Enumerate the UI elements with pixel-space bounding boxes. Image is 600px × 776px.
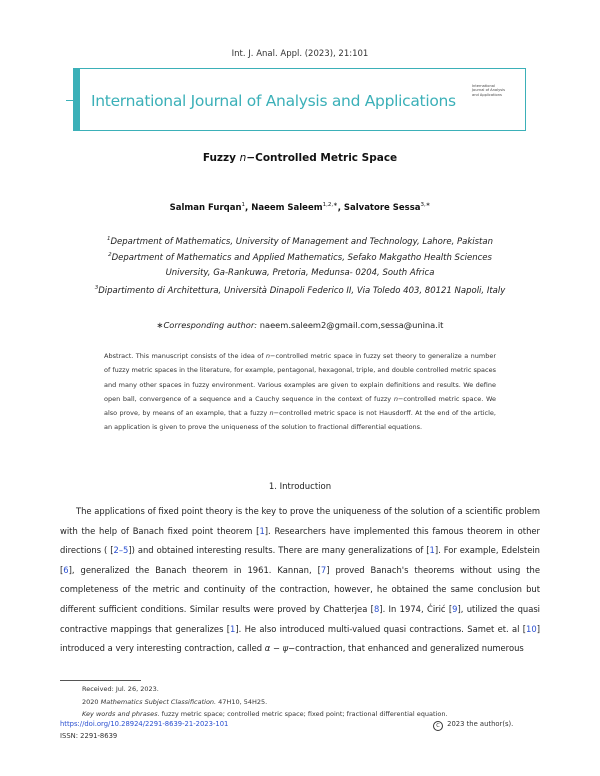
journal-logo-line: Journal of Analysis — [472, 88, 505, 93]
author-list: Salman Furqan$^1$, Naeem Saleem$^{1,2,∗}$, Salvatore Sessa$^{3,∗}$ — [169, 202, 431, 213]
citation-link[interactable]: 2–5 — [113, 545, 129, 556]
banner-tick — [66, 100, 74, 101]
affiliation-2-cont: University, Ga-Rankuwa, Pretoria, Medunsa- 0204, South Africa — [165, 268, 435, 278]
issn: ISSN: 2291-8639 — [60, 732, 118, 740]
author-name: , Naeem Saleem — [245, 202, 323, 213]
keywords: Key words and phrases. fuzzy metric space; controlled metric space; fixed point; fractional differential equation. — [82, 710, 448, 718]
citation-link[interactable]: 1 — [429, 545, 435, 556]
citation-link[interactable]: 6 — [63, 564, 69, 575]
copyright-icon: C — [433, 721, 443, 731]
msc-classification: 2020 Mathematics Subject Classification. 47H10, 54H25. — [82, 698, 268, 706]
citation-link[interactable]: 7 — [320, 564, 327, 575]
citation-link[interactable]: 9 — [452, 603, 458, 614]
received-date: Received: Jul. 26, 2023. — [82, 685, 159, 693]
affiliation-1: $^1$Department of Mathematics, University of Management and Technology, Lahore, Pakistan — [107, 236, 493, 247]
journal-banner — [73, 68, 526, 131]
introduction-text: The applications of fixed point theory is the key to prove the uniqueness of the solution of a scientific problem with the help of Banach fixed point theorem [1]. Researchers have implemented this famous theorem in other directions ( [2–5]) and obtained interesting results. There are many generalizations of [1]. For example, Edelstein [6], generalized the Banach theorem in 1961. Kannan, [7] proved Banach's theorems without using the completeness of the metric and continuity of the contraction, however, he obtained the same conclusion but different sufficient conditions. Similar results were proved by Chatterjea [8]. In 1974, Ćirić [9], utilized the quasi contractive mappings that generalizes [1]. He also introduced multi-valued quasi contractions. Samet et. al [10] introduced a very interesting contraction, called α − ψ−contraction, that enhanced and generalized numerous — [60, 506, 541, 654]
citation-link[interactable]: 8 — [373, 603, 380, 614]
author-email[interactable]: naeem.saleem2@gmail.com,sessa@unina.it — [259, 320, 444, 330]
banner-accent-bar — [74, 69, 80, 130]
citation-link[interactable]: 1 — [259, 525, 265, 536]
section-heading: 1. Introduction — [268, 482, 332, 492]
journal-logo-text — [472, 84, 518, 97]
journal-logo-line: International — [472, 84, 495, 88]
footnote-rule — [60, 680, 141, 681]
journal-name: International Journal of Analysis and Applications — [91, 92, 456, 110]
affiliation-3: $^3$Dipartimento di Architettura, Università Dinapoli Federico II, Via Toledo 403, 80121 Napoli, Italy — [94, 285, 506, 296]
author-name: Salman Furqan — [169, 202, 242, 213]
citation-link[interactable]: 10 — [526, 623, 537, 634]
abstract: Abstract. This manuscript consists of the idea of n−controlled metric space in fuzzy set theory to generalize a number of fuzzy metric spaces in the literature, for example, pentagonal, hexagonal, triple, and double controlled metric spaces and many other spaces in fuzzy environment. Various examples are given to explain definitions and results. We define open ball, convergence of a sequence and a Cauchy sequence in the context of fuzzy n−controlled metric space. We also prove, by means of an example, that a fuzzy n−controlled metric space is not Hausdorff. At the end of the article, an application is given to prove the uniqueness of the solution to fractional differential equations. — [104, 352, 497, 432]
affiliation-2: $^2$Department of Mathematics and Applied Mathematics, Sefako Makgatho Health Sciences — [108, 252, 492, 263]
corresponding-author: ∗Corresponding author: naeem.saleem2@gmail.com,sessa@unina.it — [156, 320, 444, 330]
citation-link[interactable]: 1 — [230, 623, 236, 634]
copyright: C 2023 the author(s). — [433, 720, 513, 731]
doi-link[interactable]: https://doi.org/10.28924/2291-8639-21-2023-101 — [60, 720, 229, 728]
abstract-heading: Abstract. — [104, 352, 134, 360]
running-header: Int. J. Anal. Appl. (2023), 21:101 — [231, 49, 369, 59]
author-name: , Salvatore Sessa — [337, 202, 421, 213]
journal-logo-line: and Applications — [472, 92, 502, 97]
paper-title: Fuzzy n−Controlled Metric Space — [202, 152, 398, 164]
